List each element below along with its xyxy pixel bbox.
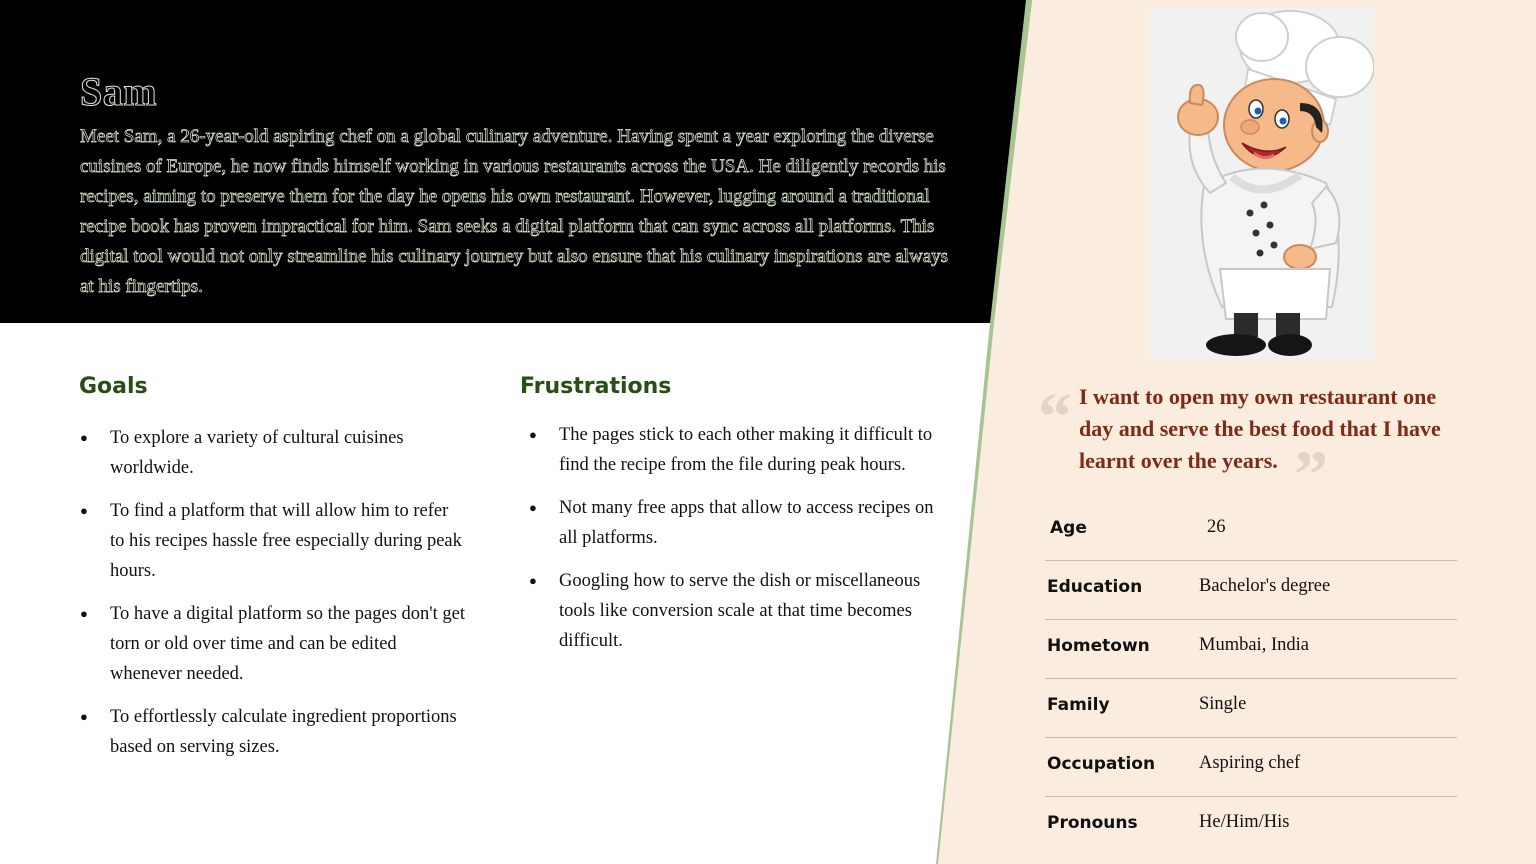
- details-table: [1045, 502, 1457, 855]
- frustrations-title: Frustrations: [520, 374, 672, 399]
- frustration-item: ● The pages stick to each other making it difficult to find the recipe from the file during peak hours.: [529, 420, 934, 480]
- goals-list: [80, 423, 465, 775]
- persona-bio: Meet Sam, a 26-year-old aspiring chef on a global culinary adventure. Having spent a year exploring the diverse cuisines of Europe, he now finds himself working in various restaurants across the USA. He diligently records his recipes, aiming to preserve them for the day he opens his own restaurant. However, lugging around a traditional recipe book has proven impractical for him. Sam seeks a digital platform that can sync across all platforms. This digital tool would not only streamline his culinary journey but also ensure that his culinary inspirations are always at his fingertips.: [80, 126, 949, 297]
- chef-illustration: [1150, 7, 1374, 359]
- detail-value: Mumbai, India: [1199, 635, 1309, 655]
- detail-row-hometown: [1045, 620, 1457, 679]
- frustration-item: ● Not many free apps that allow to access recipes on all platforms.: [529, 493, 934, 553]
- detail-row-family: [1045, 679, 1457, 738]
- detail-label: Age: [1050, 518, 1087, 538]
- detail-value: Single: [1199, 694, 1247, 714]
- detail-row-education: [1045, 561, 1457, 620]
- quote-close-icon: ”: [1294, 436, 1328, 512]
- goal-item: ● To have a digital platform so the pages don't get torn or old over time and can be edited whenever needed.: [80, 599, 465, 689]
- goals-title: Goals: [79, 374, 148, 399]
- detail-value: He/Him/His: [1199, 812, 1290, 832]
- detail-label: Pronouns: [1047, 813, 1138, 833]
- detail-row-occupation: [1045, 738, 1457, 797]
- goal-item: ● To effortlessly calculate ingredient proportions based on serving sizes.: [80, 702, 465, 762]
- persona-quote: I want to open my own restaurant one day and serve the best food that I have learnt over the years.: [1079, 384, 1441, 473]
- quote-open-icon: “: [1038, 378, 1072, 454]
- detail-label: Hometown: [1047, 636, 1150, 656]
- chef-icon: [1150, 7, 1374, 359]
- detail-label: Education: [1047, 577, 1143, 597]
- detail-value: Bachelor's degree: [1199, 576, 1331, 596]
- detail-value: Aspiring chef: [1199, 753, 1301, 773]
- persona-name: Sam: [80, 69, 158, 114]
- goal-item: ● To find a platform that will allow him to refer to his recipes hassle free especially during peak hours.: [80, 496, 465, 586]
- goal-item: ● To explore a variety of cultural cuisines worldwide.: [80, 423, 465, 483]
- detail-row-pronouns: [1045, 797, 1457, 855]
- detail-label: Occupation: [1047, 754, 1156, 774]
- detail-row-age: [1045, 502, 1457, 561]
- frustrations-list: [529, 420, 934, 669]
- frustration-item: ● Googling how to serve the dish or miscellaneous tools like conversion scale at that time becomes difficult.: [529, 566, 934, 656]
- detail-label: Family: [1047, 695, 1110, 715]
- detail-value: 26: [1207, 517, 1226, 537]
